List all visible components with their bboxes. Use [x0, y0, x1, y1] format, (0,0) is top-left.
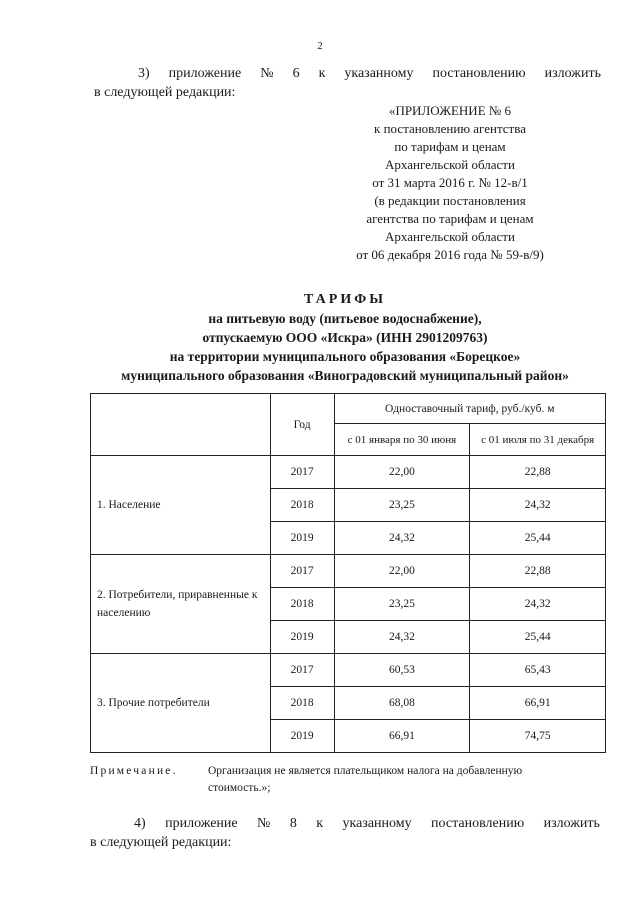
appendix-line: по тарифам и ценам [394, 139, 506, 154]
value-cell: 66,91 [470, 687, 606, 720]
appendix-line: Архангельской области [385, 157, 515, 172]
value-cell: 22,88 [470, 456, 606, 489]
word: к [318, 66, 326, 81]
paragraph-3-line1 [94, 64, 601, 83]
value-cell: 68,08 [334, 687, 470, 720]
word: изложить [544, 66, 601, 81]
word: № [257, 816, 271, 831]
value-cell: 24,32 [334, 621, 470, 654]
header-period-2: с 01 июля по 31 декабря [470, 424, 606, 456]
word: к [316, 816, 324, 831]
word: № [260, 66, 274, 81]
title-line: на питьевую воду (питьевое водоснабжение), [208, 311, 482, 326]
group-label: 2. Потребители, приравненные к населению [91, 555, 271, 654]
word: приложение [165, 816, 238, 831]
value-cell: 24,32 [470, 588, 606, 621]
word: постановлению [431, 816, 525, 831]
year-cell: 2017 [270, 555, 334, 588]
value-cell: 25,44 [470, 621, 606, 654]
value-cell: 22,00 [334, 456, 470, 489]
word: указанному [344, 66, 414, 81]
word: изложить [543, 816, 600, 831]
paragraph-3-line2: в следующей редакции: [94, 85, 236, 100]
value-cell: 22,88 [470, 555, 606, 588]
year-cell: 2018 [270, 489, 334, 522]
value-cell: 65,43 [470, 654, 606, 687]
group-label: 3. Прочие потребители [91, 654, 271, 753]
table-header-row [91, 394, 606, 424]
word: приложение [168, 66, 242, 81]
appendix-line: (в редакции постановления [374, 193, 526, 208]
note-text: Организация не является плательщиком налога на добавленную [208, 765, 523, 777]
group-label: 1. Население [91, 456, 271, 555]
note-line2: стоимость.»; [208, 782, 271, 794]
header-tariff: Одноставочный тариф, руб./куб. м [334, 394, 605, 424]
title-main: ТАРИФЫ [304, 292, 386, 307]
word: 4) [134, 816, 146, 831]
appendix-line: «ПРИЛОЖЕНИЕ № 6 [388, 103, 512, 118]
header-year: Год [270, 394, 334, 456]
table-row [91, 456, 606, 489]
paragraph-3 [94, 64, 601, 102]
word: 3) [138, 66, 150, 81]
note [90, 763, 600, 797]
word: 6 [292, 66, 300, 81]
page-number: 2 [317, 40, 323, 52]
word: 8 [289, 816, 297, 831]
value-cell: 24,32 [334, 522, 470, 555]
appendix-line: к постановлению агентства [374, 121, 526, 136]
value-cell: 66,91 [334, 720, 470, 753]
title-line: муниципального образования «Виноградовский муниципальный район» [121, 368, 569, 383]
title-line: отпускаемую ООО «Искра» (ИНН 2901209763) [202, 330, 488, 345]
year-cell: 2017 [270, 456, 334, 489]
paragraph-4-line1 [90, 814, 600, 833]
appendix-line: от 06 декабря 2016 года № 59-в/9) [356, 247, 544, 262]
appendix-line: агентства по тарифам и ценам [366, 211, 534, 226]
appendix-line: от 31 марта 2016 г. № 12-в/1 [372, 175, 528, 190]
paragraph-4-line2: в следующей редакции: [90, 835, 232, 850]
year-cell: 2019 [270, 621, 334, 654]
word: постановлению [432, 66, 526, 81]
value-cell: 22,00 [334, 555, 470, 588]
appendix-header [330, 102, 570, 264]
year-cell: 2017 [270, 654, 334, 687]
value-cell: 60,53 [334, 654, 470, 687]
year-cell: 2018 [270, 588, 334, 621]
note-label: Примечание. [90, 765, 178, 777]
header-empty-cell [91, 394, 271, 456]
document-title [90, 290, 600, 385]
title-line: на территории муниципального образования «Борецкое» [169, 349, 521, 364]
header-period-1: с 01 января по 30 июня [334, 424, 470, 456]
note-line1 [90, 763, 600, 780]
value-cell: 23,25 [334, 588, 470, 621]
table-row [91, 555, 606, 588]
tariff-table [90, 393, 606, 753]
year-cell: 2018 [270, 687, 334, 720]
value-cell: 24,32 [470, 489, 606, 522]
value-cell: 25,44 [470, 522, 606, 555]
word: указанному [342, 816, 412, 831]
appendix-line: Архангельской области [385, 229, 515, 244]
table-row [91, 654, 606, 687]
year-cell: 2019 [270, 720, 334, 753]
year-cell: 2019 [270, 522, 334, 555]
paragraph-4 [90, 814, 600, 852]
value-cell: 23,25 [334, 489, 470, 522]
value-cell: 74,75 [470, 720, 606, 753]
